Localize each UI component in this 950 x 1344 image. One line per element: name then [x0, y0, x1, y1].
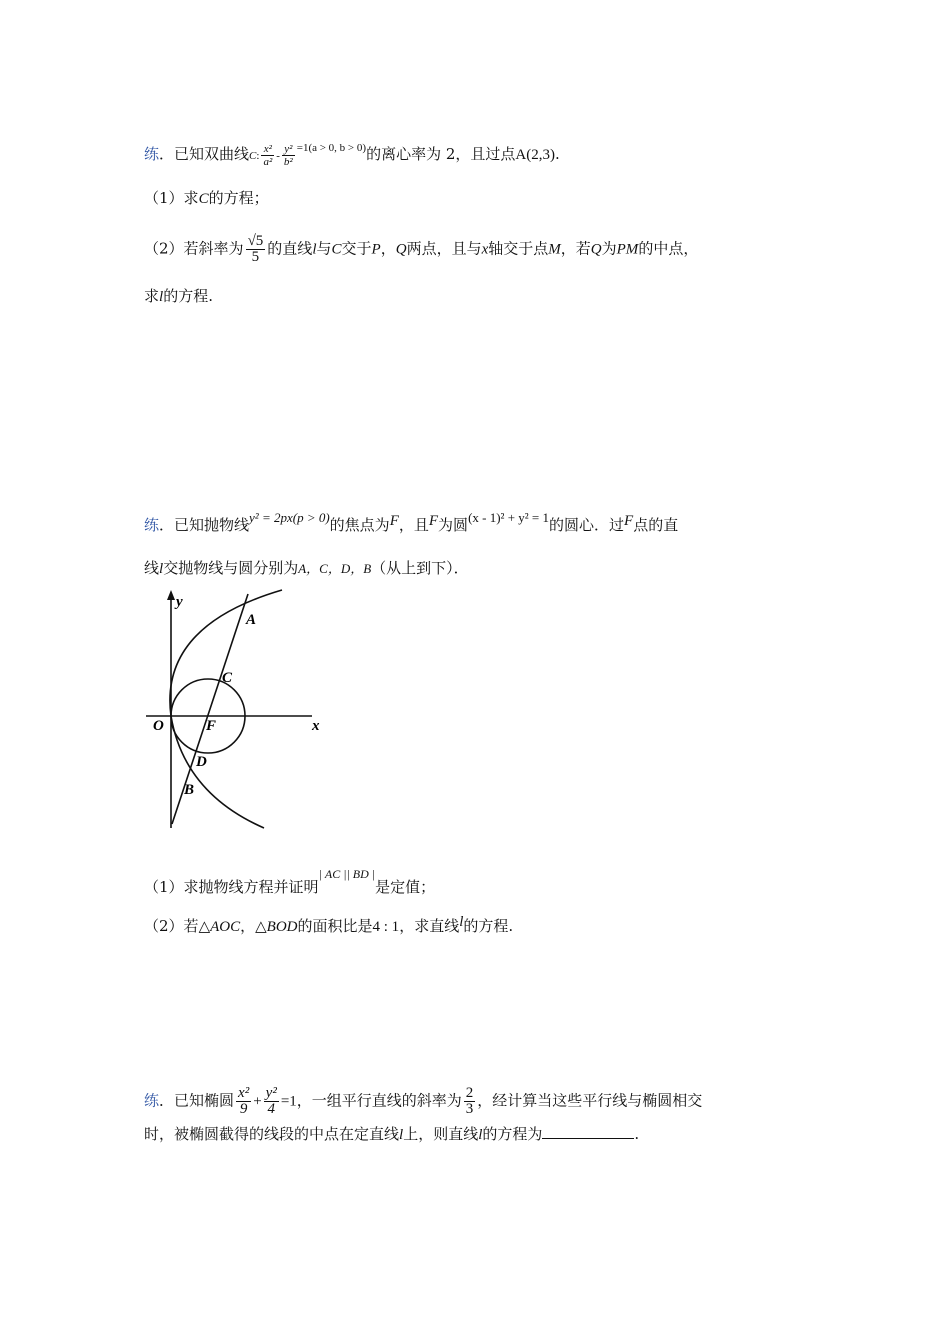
p3-line2-end: .	[634, 1125, 640, 1143]
p3-b: ，经计算当这些平行线与椭圆相交	[477, 1091, 703, 1110]
problem1-curve-name: C	[249, 150, 257, 162]
p2-e: 点的直	[633, 516, 679, 534]
q2-l: l	[312, 241, 317, 258]
problem1-frac2: $\frac{\text{y²}}{\text{b²}}$	[283, 142, 293, 168]
q2-c: 与	[316, 239, 332, 258]
q2-a: 若斜率为	[183, 239, 244, 258]
label-C: C	[222, 670, 233, 686]
p2-q2-b: 的面积比是	[297, 917, 373, 935]
p3-line2-l: l	[399, 1127, 404, 1143]
q2-f: 轴交于点	[488, 239, 549, 258]
q2-comma: ，	[380, 239, 396, 258]
q2-line2-l: l	[159, 289, 164, 305]
q2-b: 的直线	[267, 239, 313, 258]
p2-q1-expr: | AC || BD |	[318, 867, 376, 881]
problem1-q2-line1	[144, 234, 698, 265]
q2-M: M	[548, 241, 561, 258]
label-O: O	[153, 718, 164, 734]
y-axis-arrow	[167, 590, 175, 600]
p2-q2-c: ，求直线	[399, 917, 460, 935]
q2-d: 交于	[341, 239, 372, 258]
q2-i: 的中点，	[638, 239, 699, 258]
q2-h: 为	[601, 239, 617, 258]
problem2-line1	[144, 508, 678, 535]
p2-line2-b: 交抛物线与圆分别为	[163, 559, 299, 577]
problem3-line2	[144, 1124, 639, 1145]
problem1-line1: 练．已知双曲线C: $\frac{\text{x²}}{\text{a²}}$ - $\frac{\text{y²}}{\text{b²}}$ $^{=1(a > 0, b > 0)}$的离心率为 2，且过点A(2,3).	[144, 142, 560, 168]
p3-line2-a: 时，被椭圆截得的线段的中点在定直线	[144, 1125, 400, 1143]
problem1-q1	[144, 188, 269, 209]
p2-F: F	[389, 513, 399, 529]
problem2-line2	[144, 558, 469, 579]
problem1-minus: -	[276, 150, 280, 162]
p3-line2-b: 上，则直线	[403, 1125, 479, 1143]
p2-q1-label: （1）	[144, 878, 184, 896]
parabola-circle-figure	[144, 588, 344, 833]
problem1-end: .	[554, 145, 560, 163]
problem1-eq-rest: =1(a > 0, b > 0)	[296, 142, 367, 154]
p2-line2-c: （从上到下）．	[371, 559, 469, 577]
p2-q1-b: 是定值；	[375, 878, 436, 896]
p3-intro: ．已知椭圆	[159, 1091, 235, 1110]
p2-d: 的圆心．过	[549, 516, 625, 534]
p3-plus: +	[253, 1093, 262, 1110]
problem3-line1	[144, 1086, 702, 1117]
q2-Q: Q	[395, 241, 407, 258]
q2-e: 两点，且与	[406, 239, 482, 258]
label-D: D	[196, 754, 207, 770]
label-B: B	[184, 782, 195, 798]
problem3-tag: 练	[144, 1091, 160, 1110]
p3-frac1: $\frac{\text{x²}}{9}$	[238, 1085, 250, 1117]
q2-label: （2）	[144, 239, 184, 258]
q2-line2-a: 求	[144, 287, 160, 305]
problem2-q2	[144, 912, 513, 937]
p2-q1-a: 求抛物线方程并证明	[183, 878, 319, 896]
p2-circle-eq: (x - 1)² + y² = 1	[468, 510, 550, 525]
p2-F3: F	[624, 513, 634, 529]
q2-C: C	[331, 241, 342, 258]
q2-x: x	[481, 241, 489, 258]
p3-eq: =1	[280, 1093, 297, 1110]
p2-points: A，C，D，B	[298, 561, 372, 576]
label-x: x	[312, 718, 320, 734]
p2-q2-label: （2）	[144, 917, 184, 935]
q2-Q2: Q	[590, 241, 602, 258]
q2-slope-frac: $\frac{√5}{5}$	[247, 233, 264, 265]
problem1-frac1: $\frac{\text{x²}}{\text{a²}}$	[263, 142, 273, 168]
q1-text: 求	[183, 189, 199, 207]
problem1-point: A(2,3)	[515, 147, 555, 163]
p2-q2-l: l	[459, 914, 464, 930]
p3-a: ，一组平行直线的斜率为	[296, 1091, 462, 1110]
p3-line2-c: 的方程为	[482, 1125, 543, 1143]
p2-a: 的焦点为	[329, 516, 390, 534]
p3-slope-frac: $\frac{2}{3}$	[465, 1085, 474, 1117]
p2-line2-a: 线	[144, 559, 160, 577]
problem2-q1	[144, 864, 435, 897]
p2-b: ，且	[398, 516, 429, 534]
q1-c: C	[198, 191, 209, 207]
q2-P: P	[371, 241, 381, 258]
p2-q2-triangle1: △AOC	[198, 919, 241, 935]
p2-parabola-eq: y² = 2px(p > 0)	[249, 510, 330, 525]
q2-line2-b: 的方程.	[163, 287, 213, 305]
q1-label: （1）	[144, 189, 184, 207]
p2-q2-triangle2: △BOD	[255, 919, 298, 935]
p2-F2: F	[428, 513, 439, 529]
q2-PM: PM	[616, 241, 639, 258]
p2-c: 为圆	[438, 516, 469, 534]
p2-intro: ．已知抛物线	[159, 516, 250, 534]
p3-frac2: $\frac{\text{y²}}{4}$	[265, 1085, 277, 1117]
p2-q2-a: 若	[183, 917, 199, 935]
q2-g: ，若	[560, 239, 591, 258]
p2-q2-comma: ，	[240, 917, 256, 935]
label-A: A	[246, 612, 257, 628]
p2-line2-l: l	[159, 561, 164, 577]
p3-line2-l2: l	[478, 1127, 483, 1143]
label-y: y	[176, 594, 183, 610]
problem1-tag: 练	[144, 145, 160, 163]
q1-tail: 的方程；	[208, 189, 269, 207]
problem1-after-eq: 的离心率为 2，且过点	[366, 145, 516, 163]
label-F: F	[206, 718, 217, 734]
problem1-q2-line2	[144, 286, 213, 307]
problem2-tag: 练	[144, 516, 160, 534]
problem1-intro: ．已知双曲线	[159, 145, 250, 163]
p2-q2-d: 的方程.	[463, 917, 514, 935]
p2-q2-ratio: 4 : 1	[372, 919, 400, 935]
answer-blank[interactable]	[542, 1124, 634, 1139]
